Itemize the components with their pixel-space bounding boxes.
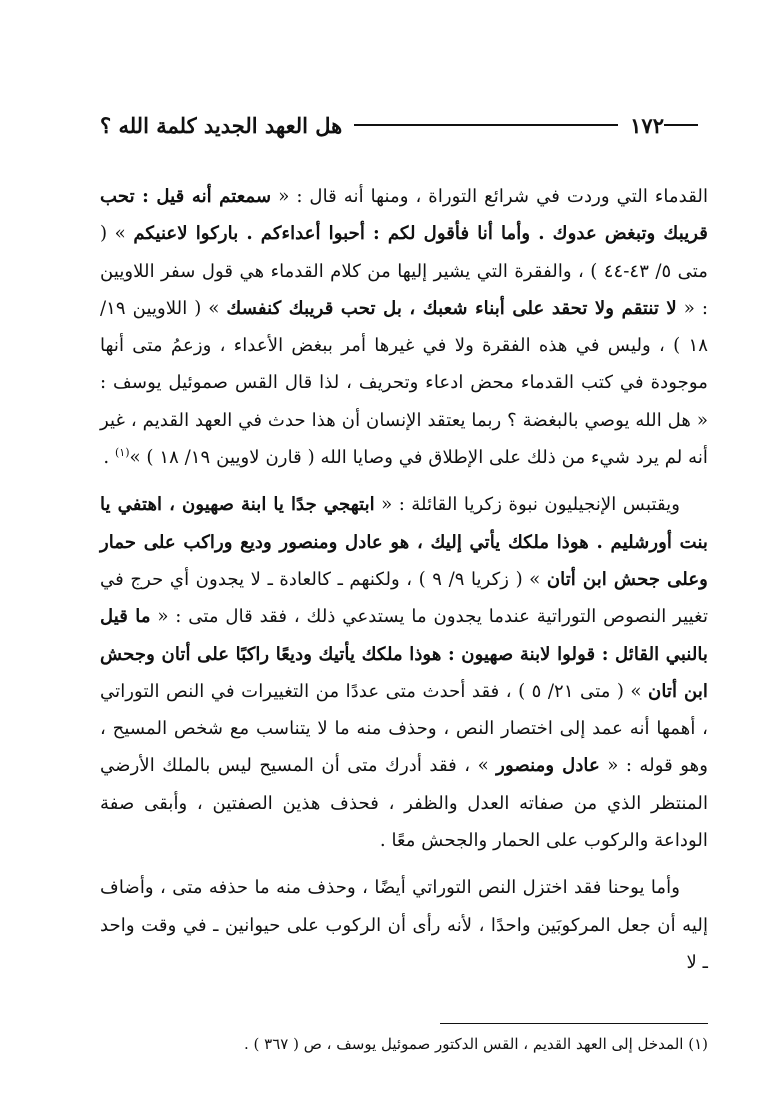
paragraph (100, 486, 708, 859)
header-lead-rule (664, 124, 698, 126)
quoted-scripture: ابتهجي جدًا يا ابنة صهيون ، اهتفي يا بنت أورشليم . هوذا ملكك يأتي إليك ، هو عادل ومنصور وديع وراكب على حمار وعلى جحش ابن أتان (100, 494, 708, 590)
text-run: » ( متى ٥/ ٤٣-٤٤ ) ، والفقرة التي يشير إليها من كلام القدماء هي قول سفر اللاويين : « (100, 223, 708, 319)
body-text (100, 178, 708, 981)
quoted-scripture: عادل ومنصور (496, 755, 600, 777)
text-run: ويقتبس الإنجيليون نبوة زكريا القائلة : « (374, 494, 680, 516)
running-header (100, 108, 708, 142)
footnote-separator (440, 1023, 708, 1024)
text-run: وأما يوحنا فقد اختزل النص التوراتي أيضًا ، وحذف منه ما حذفه متى ، وأضاف إليه أن جعل المركوبَين واحدًا ، لأنه رأى أن الركوب على حيوانين ـ في وقت واحد ـ لا (100, 877, 708, 973)
quoted-scripture: ما قيل بالنبي القائل : قولوا لابنة صهيون : هوذا ملكك يأتيك وديعًا راكبًا على أتان وجحش ابن أتان (100, 606, 708, 702)
text-run: » ( اللاويين ١٩/ ١٨ ) ، وليس في هذه الفقرة ولا في غيرها أمر ببغض الأعداء ، وزعمُ متى أنها موجودة في كتب القدماء محض ادعاء وتحريف ، لذا قال القس صموئيل يوسف : « هل الله يوصي بالبغضة ؟ ربما يعتقد الإنسان أن هذا حدث في العهد القديم ، غير أنه لم يرد شيء من ذلك على الإطلاق في وصايا الله ( قارن لاويين ١٩/ ١٨ ) » (100, 297, 708, 469)
text-run: » ( زكريا ٩/ ٩ ) ، ولكنهم ـ كالعادة ـ لا يجدون أي حرج في تغيير النصوص التوراتية عندما يجدون ما يستدعي ذلك ، فقد قال متى : « (100, 568, 708, 628)
running-title: هل العهد الجديد كلمة الله ؟ (100, 112, 343, 138)
header-rule (354, 124, 618, 126)
quoted-scripture: سمعتم أنه قيل : تحب قريبك وتبغض عدوك . وأما أنا فأقول لكم : أحبوا أعداءكم . باركوا لاعنيكم (100, 186, 708, 245)
text-run: القدماء التي وردت في شرائع التوراة ، ومنها أنه قال : « (271, 186, 708, 207)
footnote-marker: (١) (115, 446, 130, 460)
footnote: (١) المدخل إلى العهد القديم ، القس الدكتور صموئيل يوسف ، ص ( ٣٦٧ ) . (244, 1035, 708, 1053)
text-run: » ، فقد أدرك متى أن المسيح ليس بالملك الأرضي المنتظر الذي من صفاته العدل والظفر ، فحذف هذين الصفتين ، وأبقى صفة الوداعة والركوب على الحمار والجحش معًا . (100, 755, 708, 852)
text-run: . (103, 447, 115, 469)
paragraph (100, 869, 708, 981)
page-number: ١٧٢ (630, 112, 664, 138)
quoted-scripture: لا تنتقم ولا تحقد على أبناء شعبك ، بل تحب قريبك كنفسك (226, 297, 677, 319)
paragraph (100, 178, 708, 476)
text-run: » ( متى ٢١/ ٥ ) ، فقد أحدث متى عددًا من التغييرات في النص التوراتي ، أهمها أنه عمد إلى اختصار النص ، وحذف منه ما لا يتناسب مع شخص المسيح ، وهو قوله : « (100, 680, 708, 777)
